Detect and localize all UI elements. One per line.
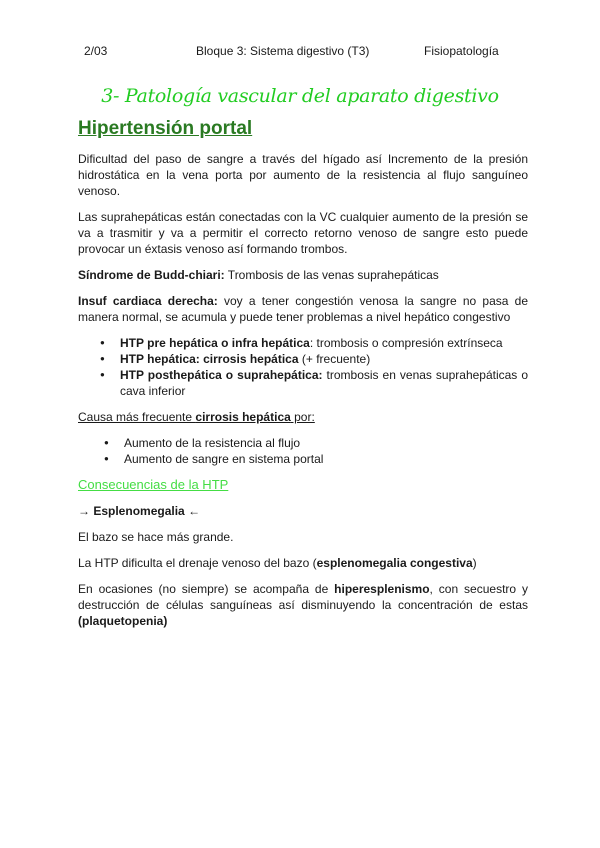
drenaje-post: ) — [472, 556, 477, 570]
drenaje-bold: esplenomegalia congestiva — [316, 556, 473, 570]
list-item — [120, 351, 528, 367]
section-title: Hipertensión portal — [78, 118, 253, 139]
list-item: ● Aumento de sangre en sistema portal — [124, 451, 528, 467]
document-title: 3- Patología vascular del aparato digestivo — [101, 85, 499, 107]
page-header — [84, 44, 540, 62]
esplenomegalia-heading — [78, 503, 528, 519]
list-item-text: : trombosis o compresión extrínseca — [309, 336, 503, 350]
causa-post: por: — [290, 410, 315, 424]
list-item-text: trombosis en venas suprahepáticas o cava inferior — [120, 368, 528, 398]
budd-text: Trombosis de las venas suprahepáticas — [224, 268, 439, 282]
header-subject: Fisiopatología — [424, 44, 499, 58]
paragraph-hiperesplenismo — [78, 581, 528, 629]
paragraph-definition: Dificultad del paso de sangre a través del hígado así Incremento de la presión hidrostática en la vena porta por aumento de la resistencia al flujo sanguíneo venoso. — [78, 152, 528, 198]
insuf-text: voy a tener congestión venosa la sangre no pasa de manera normal, se acumula y puede tener problemas a nivel hepático congestivo — [78, 294, 528, 324]
ocasiones-bold2: (plaquetopenia) — [78, 614, 168, 628]
right-arrow-icon: → — [78, 504, 90, 518]
header-block: Bloque 3: Sistema digestivo (T3) — [196, 44, 370, 58]
insuf-label: Insuf cardiaca derecha: — [78, 294, 218, 308]
drenaje-pre: La HTP dificulta el drenaje venoso del bazo ( — [78, 556, 317, 570]
htp-list — [78, 335, 528, 399]
header-date: 2/03 — [84, 44, 108, 58]
paragraph-drenaje — [78, 555, 528, 571]
document-body — [78, 117, 528, 639]
list-item-bold: HTP hepática: cirrosis hepática — [120, 352, 299, 366]
list-item-text: (+ frecuente) — [298, 352, 371, 366]
paragraph-insuf-cardiaca — [78, 293, 528, 325]
ocasiones-bold1: hiperesplenismo — [334, 582, 430, 596]
paragraph-suprahepaticas: Las suprahepáticas están conectadas con la VC cualquier aumento de la presión se va a trasmitir y va a permitir el correcto retorno venoso de sangre esto puede provocar un éxtasis venoso así formando trombos. — [78, 210, 528, 256]
esplenomegalia-label: Esplenomegalia — [93, 504, 185, 518]
ocasiones-pre: En ocasiones (no siempre) se acompaña de — [78, 582, 335, 596]
budd-label: Síndrome de Budd-chiari: — [78, 268, 225, 282]
paragraph-causa — [78, 409, 528, 425]
paragraph-budd-chiari — [78, 267, 528, 283]
left-arrow-icon: ← — [188, 504, 201, 518]
paragraph-bazo: El bazo se hace más grande. — [78, 530, 234, 544]
ocasiones-mid: , con secuestro y destrucción de células sanguíneas así disminuyendo la concentración de estas — [78, 582, 528, 612]
list-item-bold: HTP posthepática o suprahepática: — [120, 368, 323, 382]
list-item — [120, 335, 528, 351]
list-item-bold: HTP pre hepática o infra hepática — [120, 336, 310, 350]
consecuencias-heading: Consecuencias de la HTP — [78, 477, 229, 492]
list-item: ● Aumento de la resistencia al flujo — [124, 435, 528, 451]
causa-list — [78, 435, 528, 467]
list-item — [120, 367, 528, 399]
causa-pre: Causa más frecuente — [78, 410, 196, 424]
causa-bold: cirrosis hepática — [195, 410, 291, 424]
